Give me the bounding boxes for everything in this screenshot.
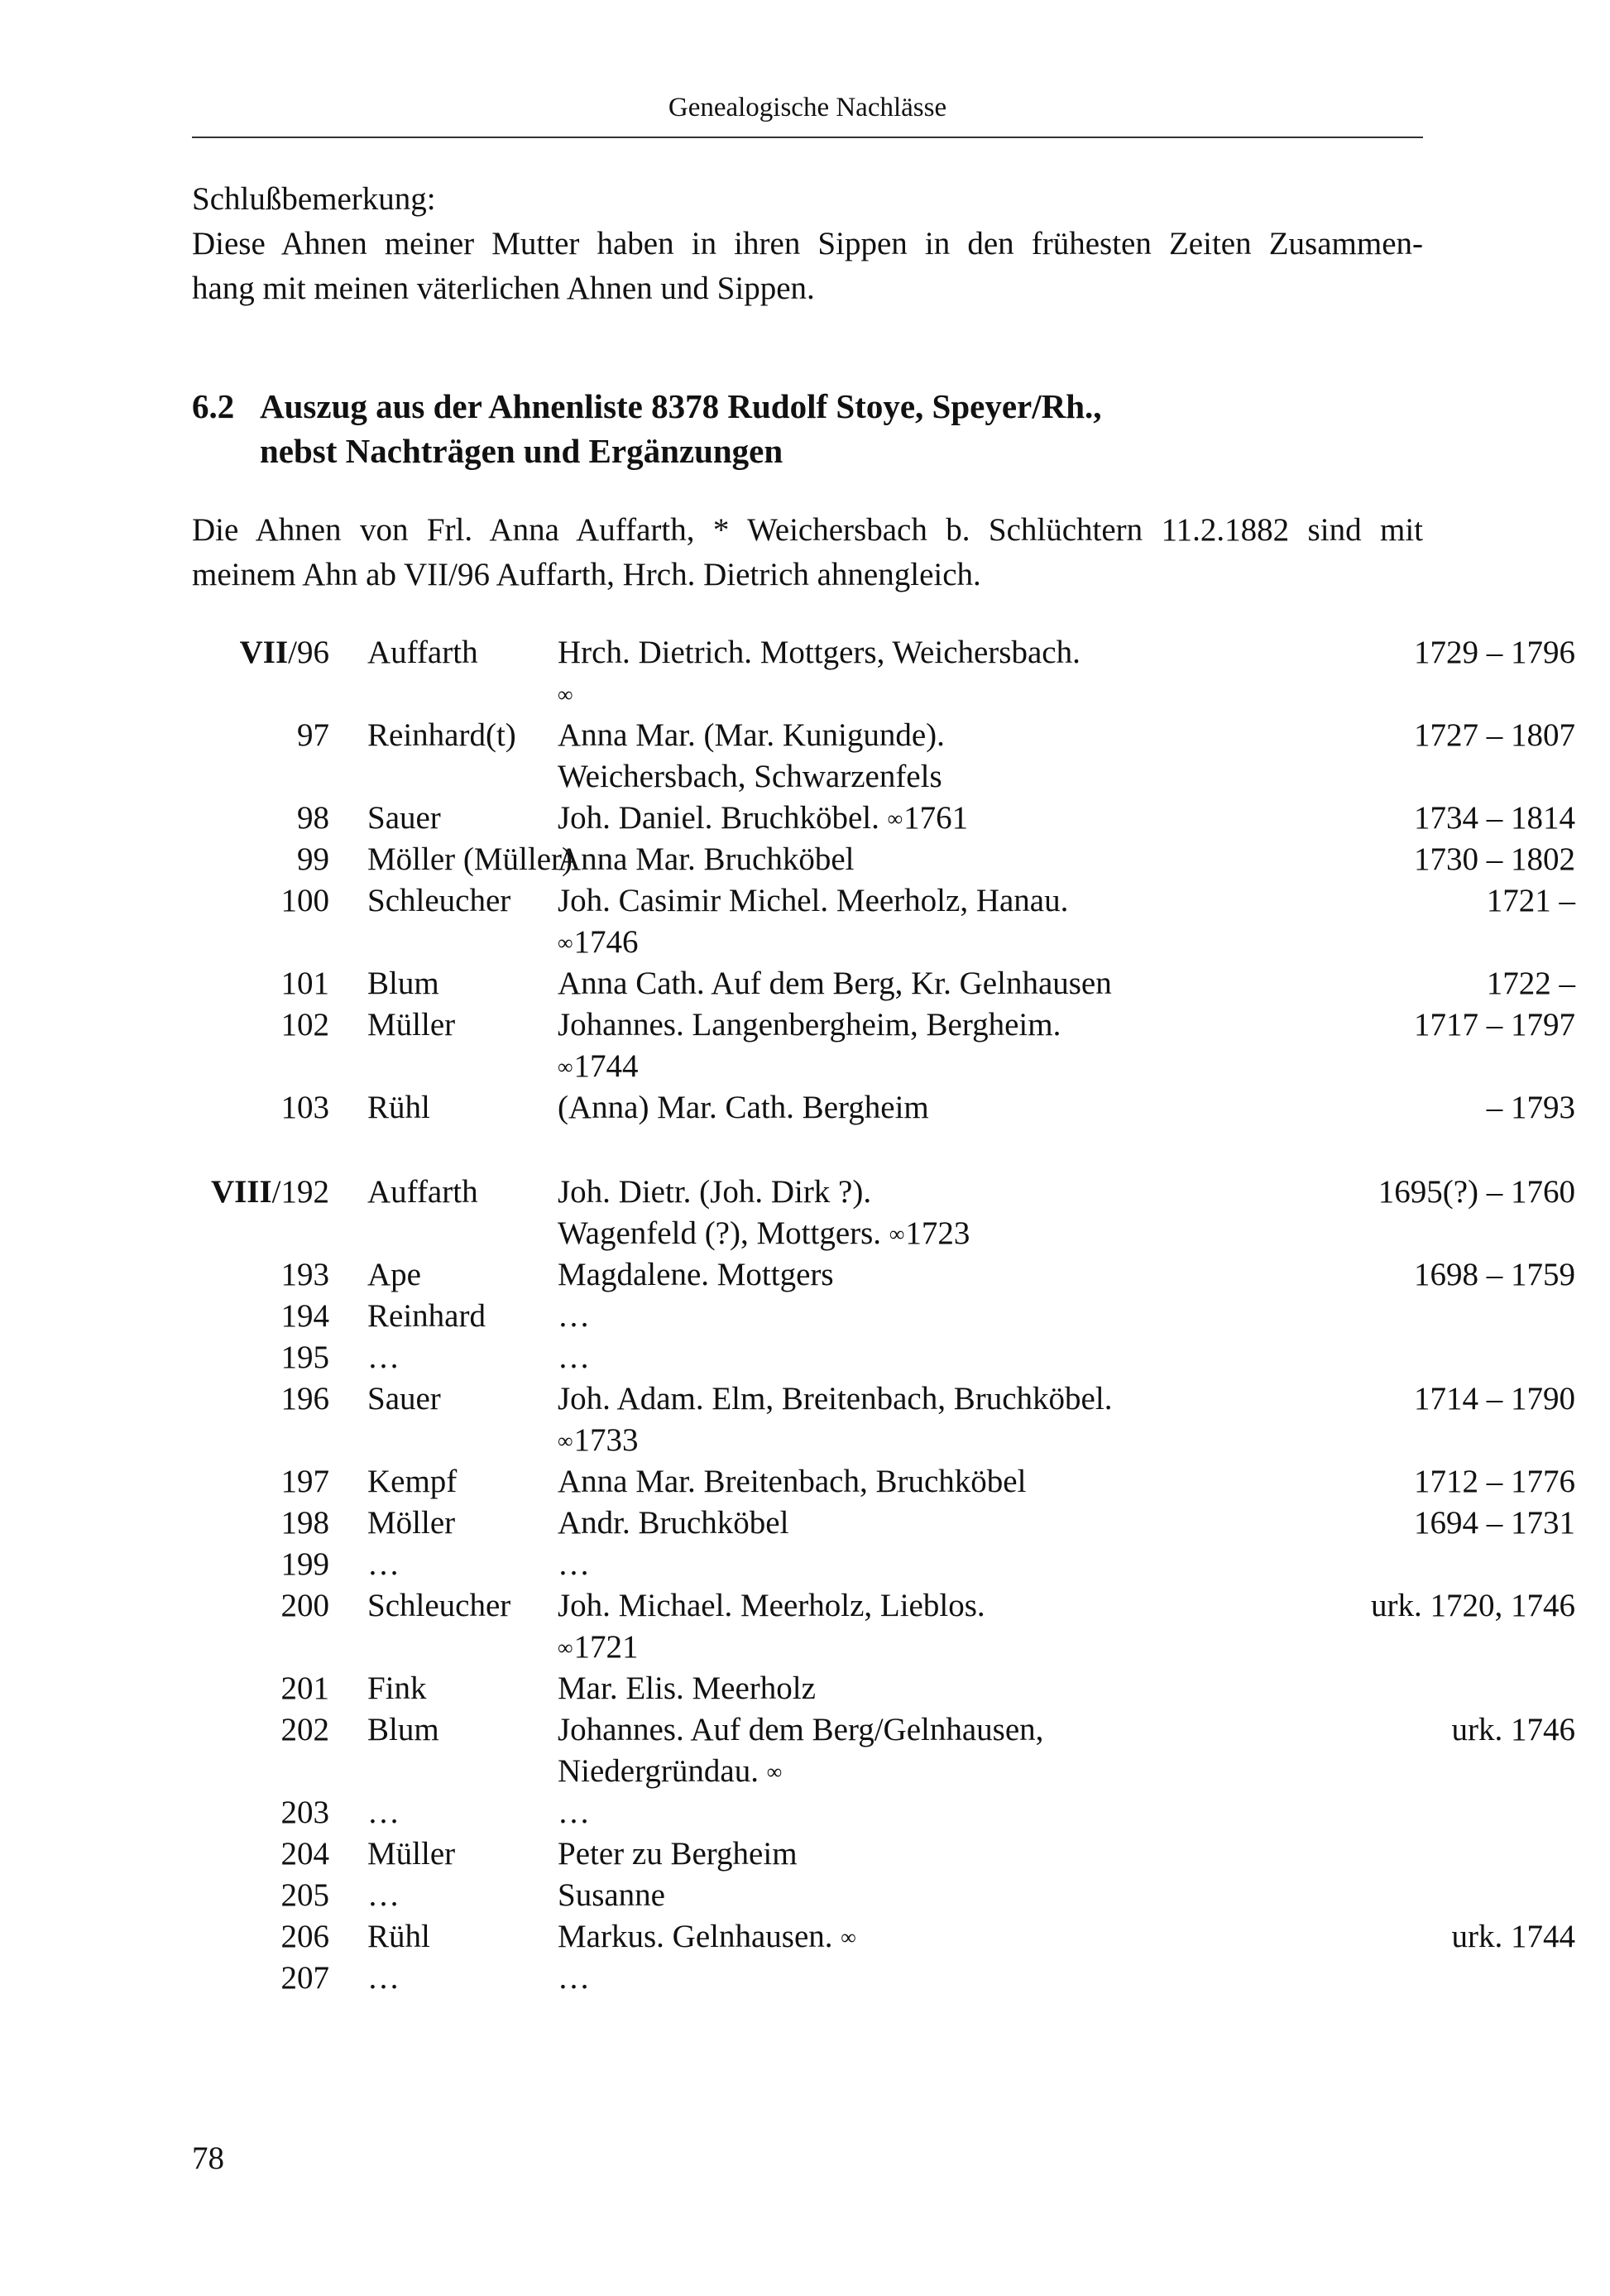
ancestor-surname: Rühl: [367, 1090, 430, 1125]
ancestor-surname: Schleucher: [367, 1588, 511, 1623]
life-dates: 1717 – 1797: [1414, 1007, 1575, 1043]
life-dates: 1730 – 1802: [1414, 841, 1575, 877]
life-dates: 1722 –: [1486, 966, 1575, 1001]
ancestor-number-value: 202: [280, 1712, 329, 1747]
description-text: Weichersbach, Schwarzenfels: [558, 759, 942, 794]
ancestor-surname: …: [367, 1340, 400, 1375]
running-header: Genealogische Nachlässe: [668, 93, 947, 122]
marriage-symbol-icon: ∞: [889, 1222, 898, 1246]
ancestor-number-value: /96: [288, 635, 329, 670]
description-line: [558, 1958, 1352, 1999]
ahnen-table: [192, 632, 1575, 1999]
life-dates: urk. 1744: [1451, 1919, 1575, 1954]
ancestor-surname: Möller: [367, 1505, 456, 1541]
description-text: Joh. Daniel. Bruchköbel.: [558, 800, 879, 836]
table-row: [192, 839, 1575, 880]
description-line: ∞ 1744: [558, 1046, 1352, 1087]
description-text: Niedergründau.: [558, 1753, 759, 1789]
ancestor-number: [192, 1916, 329, 1958]
ancestor-number-value: 196: [280, 1381, 329, 1416]
closing-remark: [192, 177, 1423, 311]
ancestor-number-value: 100: [280, 883, 329, 918]
ancestor-surname: …: [367, 1546, 400, 1582]
description-line: [558, 1792, 1352, 1833]
life-dates: urk. 1720, 1746: [1371, 1588, 1575, 1623]
section-title-line-1: Auszug aus der Ahnenliste 8378 Rudolf Stoye, Speyer/Rh.,: [260, 387, 1102, 425]
ancestor-number-value: 102: [280, 1007, 329, 1043]
marriage-symbol-icon: ∞: [841, 1925, 849, 1949]
table-row: [192, 1668, 1423, 1709]
description-text: Magdalene. Mottgers: [558, 1257, 834, 1292]
life-dates: 1698 – 1759: [1414, 1257, 1575, 1292]
life-dates: 1714 – 1790: [1414, 1381, 1575, 1416]
marriage-symbol-icon: ∞: [558, 683, 566, 707]
description-text: Joh. Casimir Michel. Meerholz, Hanau.: [558, 883, 1069, 918]
ancestor-number: [192, 1087, 329, 1129]
ancestor-number-value: 99: [297, 841, 329, 877]
ancestor-surname: Müller: [367, 1007, 456, 1043]
table-row: [192, 632, 1575, 715]
ancestor-number: [192, 1833, 329, 1875]
table-row: [192, 963, 1575, 1004]
ancestor-number: [192, 1503, 329, 1544]
description-line: [558, 1296, 1352, 1337]
ancestor-number: [192, 1709, 329, 1751]
ancestor-number-value: 201: [280, 1670, 329, 1706]
ancestor-number-value: 195: [280, 1340, 329, 1375]
description-line: [558, 1751, 1352, 1792]
page-number: 78: [192, 2140, 224, 2176]
life-dates: 1727 – 1807: [1414, 717, 1575, 753]
life-dates: 1729 – 1796: [1414, 635, 1575, 670]
ancestor-number: [192, 1958, 329, 1999]
description-line: ∞ 1746: [558, 922, 1352, 963]
ancestor-number: [192, 839, 329, 880]
table-row: [192, 1585, 1575, 1668]
description-text: Andr. Bruchköbel: [558, 1505, 789, 1541]
ancestor-number: [192, 1378, 329, 1420]
marriage-symbol-icon: ∞: [558, 1636, 566, 1660]
table-row: [192, 1792, 1423, 1833]
ancestor-number: [192, 1172, 329, 1213]
ancestor-number-value: /192: [271, 1174, 329, 1210]
ancestor-number-value: 199: [280, 1546, 329, 1582]
description-text: Anna Mar. Breitenbach, Bruchköbel: [558, 1464, 1027, 1499]
description-text: Johannes. Auf dem Berg/Gelnhausen,: [558, 1712, 1044, 1747]
description-text: …: [558, 1546, 590, 1582]
ancestor-description: [558, 1668, 1352, 1709]
ancestor-surname: Reinhard(t): [367, 717, 516, 753]
life-dates: – 1793: [1486, 1090, 1575, 1125]
ancestor-number-value: 205: [280, 1877, 329, 1913]
ancestor-number: [192, 963, 329, 1004]
ancestor-number-value: 194: [280, 1298, 329, 1334]
marriage-symbol-icon: ∞: [558, 931, 566, 955]
table-row: [192, 880, 1575, 963]
generation-numeral: VIII: [210, 1174, 272, 1210]
description-line: [558, 673, 1352, 715]
ancestor-description: [558, 1958, 1352, 1999]
description-text: Markus. Gelnhausen.: [558, 1919, 833, 1954]
ancestor-number-value: 103: [280, 1090, 329, 1125]
ancestor-surname: Auffarth: [367, 1174, 478, 1210]
description-text: …: [558, 1960, 590, 1996]
table-row: [192, 1709, 1575, 1792]
section-number: 6.2: [192, 387, 235, 425]
table-row: [192, 1503, 1575, 1544]
table-row: [192, 1461, 1575, 1503]
ancestor-number: [192, 1004, 329, 1046]
description-text: Joh. Dietr. (Joh. Dirk ?).: [558, 1174, 872, 1210]
life-dates: 1721 –: [1486, 883, 1575, 918]
description-text: (Anna) Mar. Cath. Bergheim: [558, 1090, 929, 1125]
table-row: [192, 1254, 1575, 1296]
table-row: [192, 1087, 1575, 1129]
ancestor-surname: Müller: [367, 1836, 456, 1872]
table-row: [192, 1004, 1575, 1087]
ancestor-description: [558, 1337, 1352, 1378]
table-row: [192, 1296, 1423, 1337]
ancestor-number-value: 193: [280, 1257, 329, 1292]
description-text: …: [558, 1795, 590, 1830]
description-text: Anna Mar. (Mar. Kunigunde).: [558, 717, 945, 753]
description-text: Mar. Elis. Meerholz: [558, 1670, 816, 1706]
ancestor-number: [192, 1585, 329, 1627]
description-line: ∞ 1733: [558, 1420, 1352, 1461]
description-text: …: [558, 1340, 590, 1375]
ancestor-number: [192, 1544, 329, 1585]
marriage-symbol-icon: ∞: [887, 807, 896, 831]
ancestor-surname: Kempf: [367, 1464, 458, 1499]
description-text: Wagenfeld (?), Mottgers.: [558, 1215, 882, 1251]
ancestor-number-value: 97: [297, 717, 329, 753]
description-text: Joh. Michael. Meerholz, Lieblos.: [558, 1588, 985, 1623]
ancestor-surname: …: [367, 1795, 400, 1830]
ancestor-number: [192, 632, 329, 673]
table-row: [192, 1833, 1423, 1875]
life-dates: 1694 – 1731: [1414, 1505, 1575, 1541]
description-line: [558, 1875, 1352, 1916]
description-text: Anna Cath. Auf dem Berg, Kr. Gelnhausen: [558, 966, 1112, 1001]
table-row: [192, 1958, 1423, 1999]
description-text: Peter zu Bergheim: [558, 1836, 798, 1872]
ancestor-number: [192, 798, 329, 839]
ancestor-description: [558, 1296, 1352, 1337]
life-dates: 1734 – 1814: [1414, 800, 1575, 836]
ancestor-number-value: 206: [280, 1919, 329, 1954]
ancestor-number-value: 98: [297, 800, 329, 836]
table-row: [192, 715, 1575, 798]
ancestor-number-value: 198: [280, 1505, 329, 1541]
ancestor-number: [192, 1668, 329, 1709]
ancestor-surname: Möller (Müller): [367, 841, 573, 877]
closing-remark-line-2: hang mit meinen väterlichen Ahnen und Sippen.: [192, 271, 815, 306]
marriage-symbol-icon: ∞: [558, 1055, 566, 1079]
marriage-symbol-icon: ∞: [558, 1429, 566, 1453]
life-dates: 1712 – 1776: [1414, 1464, 1575, 1499]
ancestor-surname: Reinhard: [367, 1298, 486, 1334]
ancestor-number: [192, 1875, 329, 1916]
section-intro: [192, 508, 1423, 597]
description-text: Hrch. Dietrich. Mottgers, Weichersbach.: [558, 635, 1081, 670]
intro-line-1: Die Ahnen von Frl. Anna Auffarth, * Weichersbach b. Schlüchtern 11.2.1882 sind mit: [192, 512, 1423, 548]
ancestor-surname: Sauer: [367, 1381, 441, 1416]
table-row: [192, 1916, 1575, 1958]
ancestor-surname: Schleucher: [367, 883, 511, 918]
description-line: Wagenfeld (?), Mottgers. ∞ 1723: [558, 1213, 1352, 1254]
section-heading: [192, 384, 1423, 473]
description-text: Susanne: [558, 1877, 665, 1913]
description-line: [558, 1544, 1352, 1585]
description-line: [558, 756, 1352, 798]
section-title-line-2: nebst Nachträgen und Ergänzungen: [260, 432, 783, 470]
ancestor-number-value: 203: [280, 1795, 329, 1830]
table-row: [192, 1544, 1423, 1585]
generation-numeral: VII: [239, 635, 289, 670]
ancestor-surname: Auffarth: [367, 635, 478, 670]
ancestor-number: [192, 715, 329, 756]
closing-remark-heading: Schlußbemerkung:: [192, 181, 436, 217]
ancestor-description: [558, 1875, 1352, 1916]
intro-line-2: meinem Ahn ab VII/96 Auffarth, Hrch. Dietrich ahnengleich.: [192, 557, 981, 592]
ancestor-description: [558, 1792, 1352, 1833]
description-text: Johannes. Langenbergheim, Bergheim.: [558, 1007, 1061, 1043]
ancestor-surname: Rühl: [367, 1919, 430, 1954]
ancestor-surname: Fink: [367, 1670, 427, 1706]
description-line: Joh. Daniel. Bruchköbel. ∞ 1761: [558, 798, 1352, 839]
header-rule: [192, 137, 1423, 138]
ancestor-description: [558, 1544, 1352, 1585]
ancestor-surname: Sauer: [367, 800, 441, 836]
table-row: [192, 1875, 1423, 1916]
description-line: [558, 1833, 1352, 1875]
ancestor-number-value: 204: [280, 1836, 329, 1872]
description-line: [558, 1337, 1352, 1378]
ancestor-number-value: 197: [280, 1464, 329, 1499]
ancestor-number: [192, 1792, 329, 1833]
ancestor-number: [192, 1337, 329, 1378]
description-text: Anna Mar. Bruchköbel: [558, 841, 855, 877]
table-row: [192, 1172, 1575, 1254]
marriage-symbol-icon: ∞: [766, 1760, 775, 1784]
ancestor-number-value: 101: [280, 966, 329, 1001]
ancestor-number: [192, 880, 329, 922]
ancestor-surname: Ape: [367, 1257, 421, 1292]
ancestor-surname: Blum: [367, 1712, 439, 1747]
description-text: …: [558, 1298, 590, 1334]
description-line: ∞ 1721: [558, 1627, 1352, 1668]
ancestor-surname: …: [367, 1960, 400, 1996]
ancestor-description: [558, 1833, 1352, 1875]
ancestor-surname: Blum: [367, 966, 439, 1001]
description-line: [558, 1668, 1352, 1709]
ancestor-number: [192, 1254, 329, 1296]
ancestor-number: [192, 1461, 329, 1503]
life-dates: urk. 1746: [1451, 1712, 1575, 1747]
closing-remark-line-1: Diese Ahnen meiner Mutter haben in ihren Sippen in den frühesten Zeiten Zusammen-: [192, 226, 1423, 261]
life-dates: 1695(?) – 1760: [1378, 1174, 1575, 1210]
table-row: [192, 798, 1575, 839]
description-text: Joh. Adam. Elm, Breitenbach, Bruchköbel.: [558, 1381, 1113, 1416]
ancestor-number-value: 207: [280, 1960, 329, 1996]
table-row: [192, 1337, 1423, 1378]
ancestor-surname: …: [367, 1877, 400, 1913]
ancestor-number-value: 200: [280, 1588, 329, 1623]
table-row: [192, 1378, 1575, 1461]
generation-divider: [192, 1129, 1423, 1172]
ancestor-number: [192, 1296, 329, 1337]
